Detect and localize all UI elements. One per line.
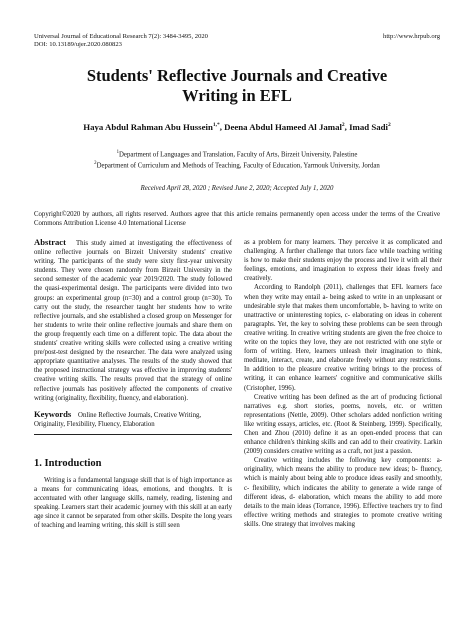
author-list [0, 122, 474, 132]
affiliation-number: 1 [116, 150, 120, 155]
body-paragraph: as a problem for many learners. They perceive it as complicated and challenging. A further challenge that tutors face while teaching writing is how to make their students enjoy the process and live it with all their feelings, emotions, and imagination to express their ideas freely and creatively. [244, 239, 442, 283]
author-name: Imad Sadi [349, 122, 388, 132]
author-separator: , [219, 122, 225, 132]
abstract-label: Abstract [34, 237, 66, 247]
body-paragraph: Creative writing has been defined as the art of producing fictional narratives e.g. short stories, poems, novels, etc. or written representations (Nettle, 2009). Other scholars added nonfiction writing like writing essays, articles, etc. (Root & Steinberg, 1999). Specifically, Chen and Zhou (2010) define it as an open-ended process that can enhance children's thinking skills and can add to their creativity. Larkin (2009) considers creative writing as a craft, not just a passion. [244, 393, 442, 456]
affiliation-line [0, 149, 474, 160]
running-header [34, 33, 208, 49]
paper-title [0, 66, 474, 106]
title-line-1: Students' Reflective Journals and Creative [86, 66, 388, 85]
abstract [34, 238, 232, 403]
affiliation-number: 2 [94, 160, 97, 166]
author-affiliation-mark: 2 [387, 122, 391, 129]
submission-dates: Received April 28, 2020 ; Revised June 2, 2020; Accepted July 1, 2020 [140, 185, 334, 192]
author-separator: , [344, 122, 350, 132]
keywords-label: Keywords [34, 408, 72, 419]
left-column [34, 238, 232, 530]
author-affiliation-mark: 2 [341, 122, 345, 129]
keywords-text: Online Reflective Journals, Creative Writing, Originality, Flexibility, Fluency, Elaboration [34, 411, 202, 428]
affiliation-text: Department of Languages and Translation, Faculty of Arts, Birzeit University, Palestine [119, 151, 358, 159]
body-paragraph: Writing is a fundamental language skill that is of high importance as a means for communicating ideas, emotions, and thoughts. It is accentuated with other language skills, namely, reading, listening and speaking. Learners start their academic journey with this skill at an early age since it cannot be separated from other skills. Despite the long years of teaching and learning writing, this skill is still seen [34, 476, 232, 530]
affiliations [0, 149, 474, 170]
journal-website[interactable]: http://www.hrpub.org [383, 33, 440, 40]
section-heading-introduction: 1. Introduction [34, 457, 102, 469]
body-paragraph: Creative writing includes the following key components: a- originality, which means the ability to produce new ideas; b- fluency, which is mainly about being able to produce ideas easily and smoothly, c- flexibility, which indicates the ability to generate a wide range of different ideas, d- elaboration, which means the ability to add more details to the main ideas (Torrance, 1996). Effective teachers try to find effective writing methods and strategies to promote creative writing skills. One strategy that involves making [244, 457, 442, 528]
author-name: Haya Abdul Rahman Abu Hussein [83, 122, 213, 132]
affiliation-text: Department of Curriculum and Methods of Teaching, Faculty of Education, Yarmouk University, Jordan [96, 161, 380, 169]
author-name: Deena Abdul Hameed Al Jamal [224, 122, 342, 132]
body-paragraph: According to Randolph (2011), challenges that EFL learners face when they write may entail a- being asked to write in an unpleasant or undesirable style that makes them uncomfortable, b- having to write on unattractive or uninteresting topics, c- elaborating on ideas in coherent paragraphs. Yet, the key to solving these problems can be seen through creative writing. In creative writing students are given the free choice to write on the topics they love, they are not restricted with one style or form of writing. Here, learners unleash their imagination to think, meditate, interact, create, and elaborate freely without any restrictions. In addition to the pleasure creative writing brings to the process of writing, it can enhance learners' cognitive and communicative skills (Cristopher, 1996). [244, 284, 442, 392]
doi[interactable]: DOI: 10.13189/ujer.2020.080823 [34, 41, 122, 48]
author-affiliation-mark: 1,* [212, 122, 220, 129]
title-line-2: Writing in EFL [182, 86, 292, 105]
abstract-text: This study aimed at investigating the effectiveness of online reflective journals on Birzeit University students' creative writing. The participants of the study were sixty first-year university students. They were chosen randomly from Birzeit University in the second semester of the academic year 2019/2020. The study followed the quasi-experimental design. The participants were divided into two groups: an experimental group (n=30) and a control group (n=30). To carry out the study, the researcher taught her students how to write reflective journals, and she established a closed group on Messenger for her students to write their online reflective journals and share them on the group frequently each time on a different topic. The data about the students' creative writing skills were collected using a creative writing pre/post-test designed by the researcher. The data were analyzed using appropriate quantitative analyses. The results of the study showed that the proposed instructional strategy was effective in improving students' creative writing skills. The results proved that the strategy of online reflective journals has positively affected the components of creative writing (originality, flexibility, fluency, and elaboration). [34, 240, 232, 402]
right-column [244, 238, 442, 529]
keywords [34, 410, 232, 429]
copyright-notice: Copyright©2020 by authors, all rights reserved. Authors agree that this article remains permanently open access under the terms of the Creative Commons Attribution License 4.0 International License [34, 211, 440, 227]
affiliation-line [0, 160, 474, 171]
journal-citation: Universal Journal of Educational Research 7(2): 3484-3495, 2020 [34, 33, 208, 40]
section-divider [34, 434, 232, 435]
